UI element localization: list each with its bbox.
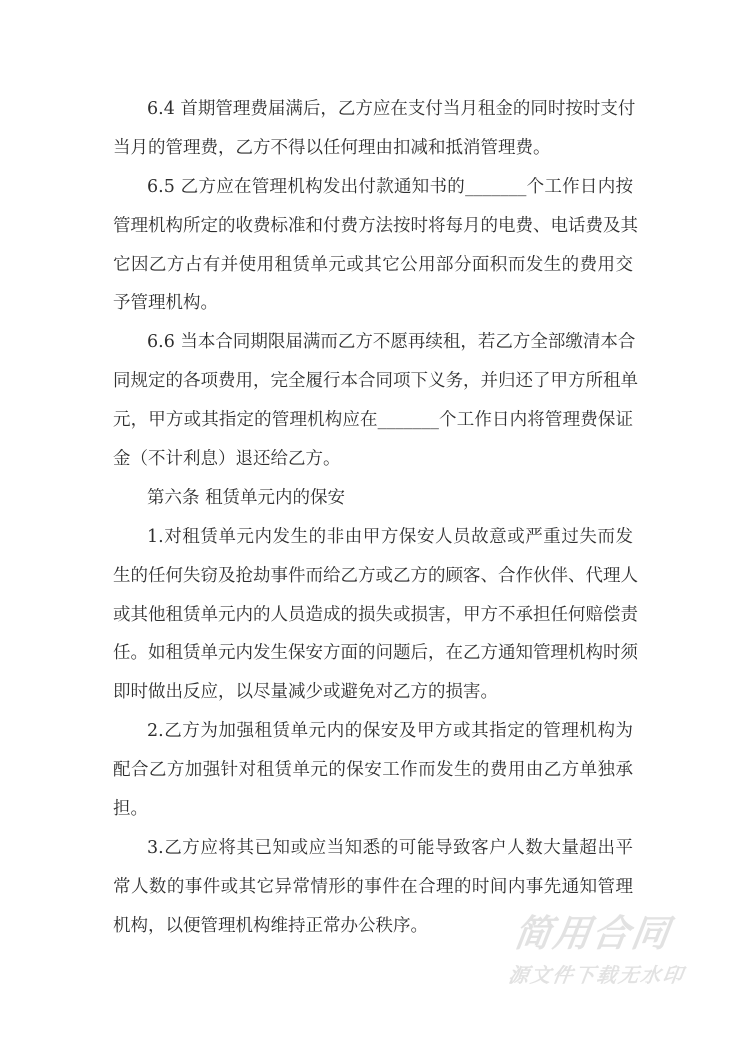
text-line: 常人数的事件或其它异常情形的事件在合理的时间内事先通知管理 — [113, 876, 633, 897]
paragraph — [113, 518, 638, 712]
paragraph — [113, 712, 633, 829]
text-line: 6.5 乙方应在管理机构发出付款通知书的_______个工作日内按 — [147, 176, 633, 197]
text-line: 金（不计利息）退还给乙方。 — [113, 449, 341, 470]
text-line: 任。如租赁单元内发生保安方面的问题后，在乙方通知管理机构时须 — [113, 643, 638, 664]
paragraph — [113, 90, 636, 168]
text-line: 管理机构所定的收费标准和付费方法按时将每月的电费、电话费及其 — [113, 215, 638, 236]
watermark-logo — [507, 912, 694, 990]
text-line: 当月的管理费，乙方不得以任何理由扣减和抵消管理费。 — [113, 137, 551, 158]
text-line: 同规定的各项费用，完全履行本合同项下义务，并归还了甲方所租单 — [113, 371, 638, 392]
document-body — [113, 90, 638, 946]
text-line: 1.对租赁单元内发生的非由甲方保安人员故意或严重过失而发 — [147, 526, 633, 547]
paragraph — [113, 323, 638, 479]
text-line: 配合乙方加强针对租赁单元的保安工作而发生的费用由乙方单独承 — [113, 760, 633, 781]
text-line: 3.乙方应将其已知或应当知悉的可能导致客户人数大量超出平 — [147, 837, 633, 858]
paragraph — [113, 168, 638, 324]
section-heading — [113, 479, 633, 518]
text-line: 第六条 租赁单元内的保安 — [147, 487, 346, 508]
text-line: 即时做出反应，以尽量减少或避免对乙方的损害。 — [113, 682, 498, 703]
text-line: 担。 — [113, 799, 148, 820]
text-line: 6.4 首期管理费届满后，乙方应在支付当月租金的同时按时支付 — [147, 99, 636, 119]
text-line: 或其他租赁单元内的人员造成的损失或损害，甲方不承担任何赔偿责 — [113, 604, 638, 625]
text-line: 元，甲方或其指定的管理机构应在_______个工作日内将管理费保证 — [113, 410, 633, 431]
text-line: 它因乙方占有并使用租赁单元或其它公用部分面积而发生的费用交 — [113, 254, 633, 275]
text-line: 机构，以便管理机构维持正常办公秩序。 — [113, 915, 428, 936]
watermark-subtitle: 源文件下载无水印 — [506, 963, 687, 987]
text-line: 6.6 当本合同期限届满而乙方不愿再续租，若乙方全部缴清本合 — [147, 332, 636, 353]
text-line: 生的任何失窃及抢劫事件而给乙方或乙方的顾客、合作伙伴、代理人 — [113, 565, 638, 586]
text-line: 予管理机构。 — [113, 293, 218, 314]
watermark-title: 简用合同 — [511, 912, 674, 955]
text-line: 2.乙方为加强租赁单元内的保安及甲方或其指定的管理机构为 — [147, 721, 633, 742]
